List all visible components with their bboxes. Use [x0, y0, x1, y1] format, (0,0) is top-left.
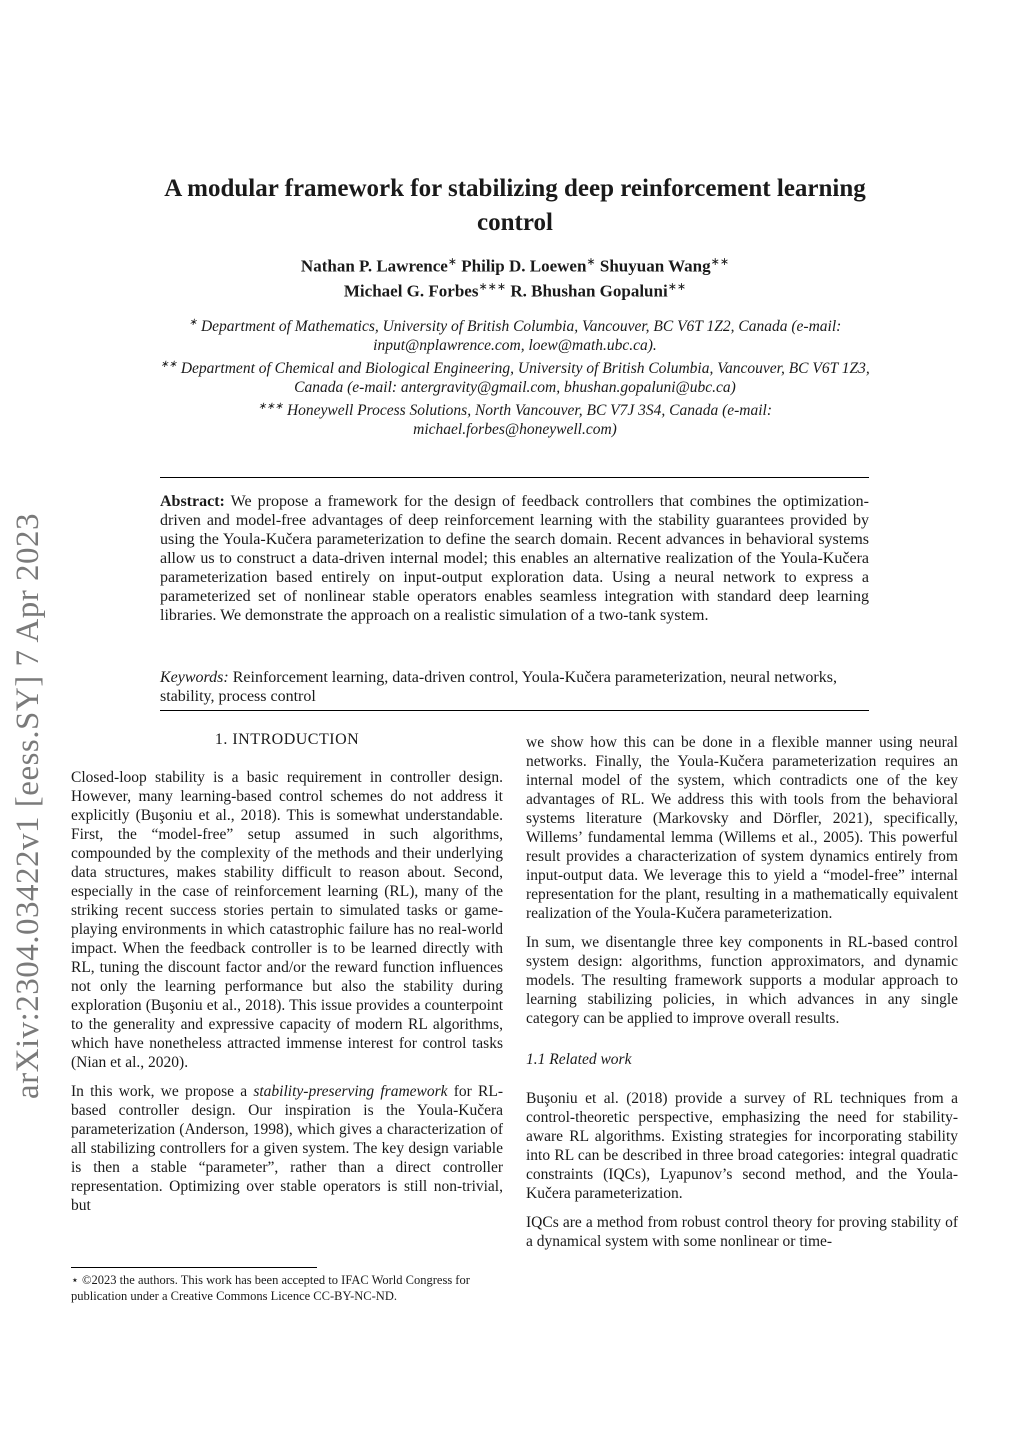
- paragraph: In sum, we disentangle three key components in RL-based control system design: algorithms, function approximators, and dynamic models. The resulting framework supports a modular approach to learning stabilizing policies, in which advances in any single category can be applied to improve overall results.: [526, 934, 958, 1027]
- author-mark: ∗: [447, 256, 458, 268]
- footnote-text: ©2023 the authors. This work has been accepted to IFAC World Congress for publication under a Creative Commons Licence CC-BY-NC-ND.: [71, 1273, 470, 1303]
- footnote: [71, 1272, 503, 1304]
- author-name: Shuyuan Wang: [599, 256, 711, 276]
- footnote-mark: ⋆: [71, 1273, 79, 1287]
- affiliation-text: Honeywell Process Solutions, North Vancouver, BC V7J 3S4, Canada (e-mail: michael.forbes@honeywell.com): [286, 402, 773, 439]
- author-list: [160, 252, 870, 301]
- author-mark: ∗∗: [710, 256, 730, 268]
- section-heading-introduction: 1. INTRODUCTION: [214, 731, 360, 748]
- author-name: R. Bhushan Gopaluni: [510, 281, 668, 301]
- affiliation: [160, 355, 870, 397]
- author-name: Michael G. Forbes: [343, 281, 479, 301]
- abstract-top-rule: [160, 477, 869, 478]
- author-line-1: [160, 252, 870, 277]
- author-line-2: [160, 277, 870, 302]
- paragraph-text: for RL-based controller design. Our inspiration is the Youla-Kučera parameterization (Anderson, 1998), which gives a characterization of all stabilizing controllers for a given system. The key design variable is then a stable “parameter”, rather than a direct controller representation. Optimizing over stable operators is still non-trivial, but: [71, 1083, 504, 1214]
- affiliations: [160, 313, 870, 439]
- paragraph: Buşoniu et al. (2018) provide a survey of RL techniques from a control-theoretic perspective, emphasizing the need for stability-aware RL algorithms. Existing strategies for incorporating stability into RL can be described in three broad categories: integral quadratic constraints (IQCs), Lyapunov’s second method, and the Youla-Kučera parameterization.: [526, 1090, 958, 1202]
- affiliation-text: Department of Chemical and Biological Engineering, University of British Columbia, Vancouver, BC V6T 1Z3, Canada (e-mail: antergravity@gmail.com, bhushan.gopaluni@ubc.ca): [180, 360, 870, 397]
- arxiv-identifier: arXiv:2304.03422v1 [eess.SY] 7 Apr 2023: [10, 513, 46, 1099]
- paper-title: A modular framework for stabilizing deep reinforcement learning control: [164, 175, 866, 236]
- paragraph-text: In this work, we propose a: [71, 1083, 248, 1100]
- paragraph: we show how this can be done in a flexible manner using neural networks. Finally, the Youla-Kučera parameterization requires an internal model of the system, which contradicts one of the key advantages of RL. We address this with tools from the behavioral systems literature (Markovsky and Dörfler, 2021), specifically, Willems’ fundamental lemma (Willems et al., 2005). This powerful result provides a characterization of system dynamics entirely from input-output data. We leverage this to yield a “model-free” internal representation for the plant, resulting in a mathematically equivalent realization of the Youla-Kučera parameterization.: [526, 734, 958, 922]
- left-column: [71, 768, 503, 1225]
- right-column: [526, 733, 958, 1261]
- author-name: Nathan P. Lawrence: [300, 256, 448, 276]
- paragraph: Closed-loop stability is a basic requirement in controller design. However, many learning-based control schemes do not address it explicitly (Buşoniu et al., 2018). This is somewhat understandable. First, the “model-free” setup assumed in such algorithms, compounded by the complexity of the methods and their underlying data structures, makes stability difficult to reason about. Second, especially in the case of reinforcement learning (RL), many of the striking recent success stories pertain to simulated tasks or game-playing environments in which catastrophic failure has no real-world impact. When the feedback controller is to be learned directly with RL, tuning the discount factor and/or the reward function influences not only the learning performance but also the stability during exploration (Buşoniu et al., 2018). This issue provides a counterpoint to the generality and expressive capacity of modern RL algorithms, which have nonetheless attracted immense interest for control tasks (Nian et al., 2020).: [71, 769, 503, 1071]
- affiliation-mark: ∗: [188, 317, 198, 328]
- abstract-text: We propose a framework for the design of feedback controllers that combines the optimization-driven and model-free advantages of deep reinforcement learning with the stability guarantees provided by using the Youla-Kučera parameterization to define the search domain. Recent advances in behavioral systems allow us to construct a data-driven internal model; this enables an alternative realization of the Youla-Kučera parameterization based entirely on input-output exploration data. Using a neural network to express a parameterized set of nonlinear stable operators enables seamless integration with standard deep learning libraries. We demonstrate the approach on a realistic simulation of a two-tank system.: [160, 493, 870, 624]
- affiliation-mark: ∗∗: [160, 359, 177, 371]
- keywords: [160, 668, 869, 706]
- author-name: Philip D. Loewen: [461, 256, 587, 276]
- affiliation: [160, 313, 870, 355]
- paragraph: IQCs are a method from robust control theory for proving stability of a dynamical system with some nonlinear or time-: [526, 1214, 958, 1250]
- abstract-label: Abstract:: [160, 493, 225, 510]
- emphasis: stability-preserving framework: [253, 1083, 448, 1100]
- affiliation: [160, 397, 870, 439]
- affiliation-mark: ∗∗∗: [257, 401, 284, 413]
- keywords-text: Reinforcement learning, data-driven control, Youla-Kučera parameterization, neural networks, stability, process control: [160, 669, 837, 705]
- paragraph: [71, 1082, 503, 1215]
- keywords-label: Keywords:: [160, 669, 229, 686]
- subsection-heading-related-work: 1.1 Related work: [526, 1051, 632, 1068]
- abstract: [160, 492, 869, 625]
- abstract-bottom-rule: [160, 710, 869, 711]
- author-mark: ∗∗: [667, 280, 687, 293]
- author-mark: ∗: [586, 256, 596, 268]
- footnote-rule: [71, 1267, 317, 1268]
- affiliation-text: Department of Mathematics, University of British Columbia, Vancouver, BC V6T 1Z2, Canada (e-mail: input@nplawrence.com, loew@math.ubc.ca).: [200, 318, 842, 355]
- author-mark: ∗∗∗: [478, 280, 507, 293]
